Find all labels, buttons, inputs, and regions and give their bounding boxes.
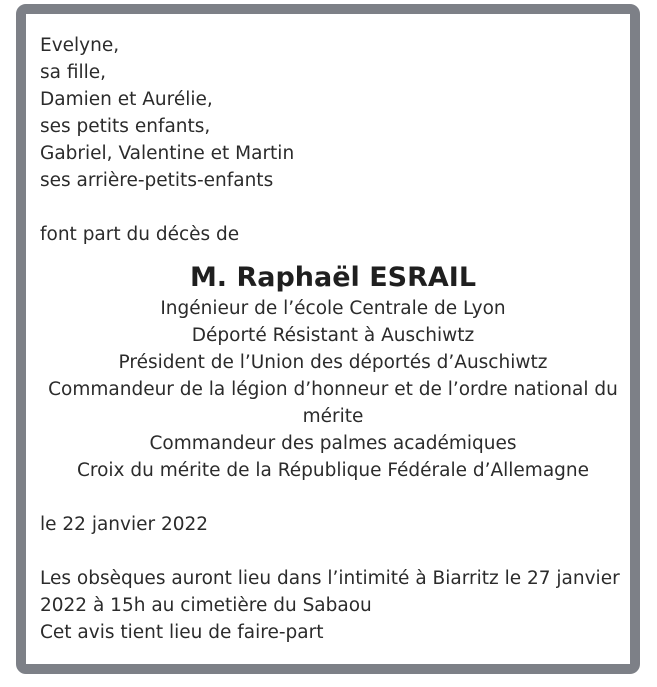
deceased-title: Ingénieur de l’école Centrale de Lyon: [160, 298, 506, 319]
deceased-title: Commandeur de la légion d’honneur et de l’ordre national du mérite: [48, 379, 618, 427]
deceased-title: Président de l’Union des déportés d’Auschiwtz: [118, 352, 548, 373]
death-date: le 22 janvier 2022: [40, 514, 209, 535]
notice-text: Cet avis tient lieu de faire-part: [40, 622, 324, 643]
deceased-title: Croix du mérite de la République Fédérale d’Allemagne: [76, 460, 590, 481]
family-line: sa fille,: [40, 62, 107, 83]
notice-content: [40, 32, 626, 646]
family-line: Evelyne,: [40, 35, 120, 56]
family-line: Gabriel, Valentine et Martin: [40, 143, 295, 164]
announcement-text: font part du décès de: [40, 224, 240, 245]
family-line: ses petits enfants,: [40, 116, 211, 137]
obituary-notice: [16, 4, 640, 674]
deceased-title: Déporté Résistant à Auschiwtz: [191, 325, 475, 346]
deceased-title: Commandeur des palmes académiques: [149, 433, 517, 454]
family-line: Damien et Aurélie,: [40, 89, 213, 110]
family-line: ses arrière-petits-enfants: [40, 170, 274, 191]
funeral-details: Les obsèques auront lieu dans l’intimité à Biarritz le 27 janvier 2022 à 15h au cimetière du Sabaou: [40, 568, 620, 616]
deceased-name: M. Raphaël ESRAIL: [189, 262, 477, 293]
